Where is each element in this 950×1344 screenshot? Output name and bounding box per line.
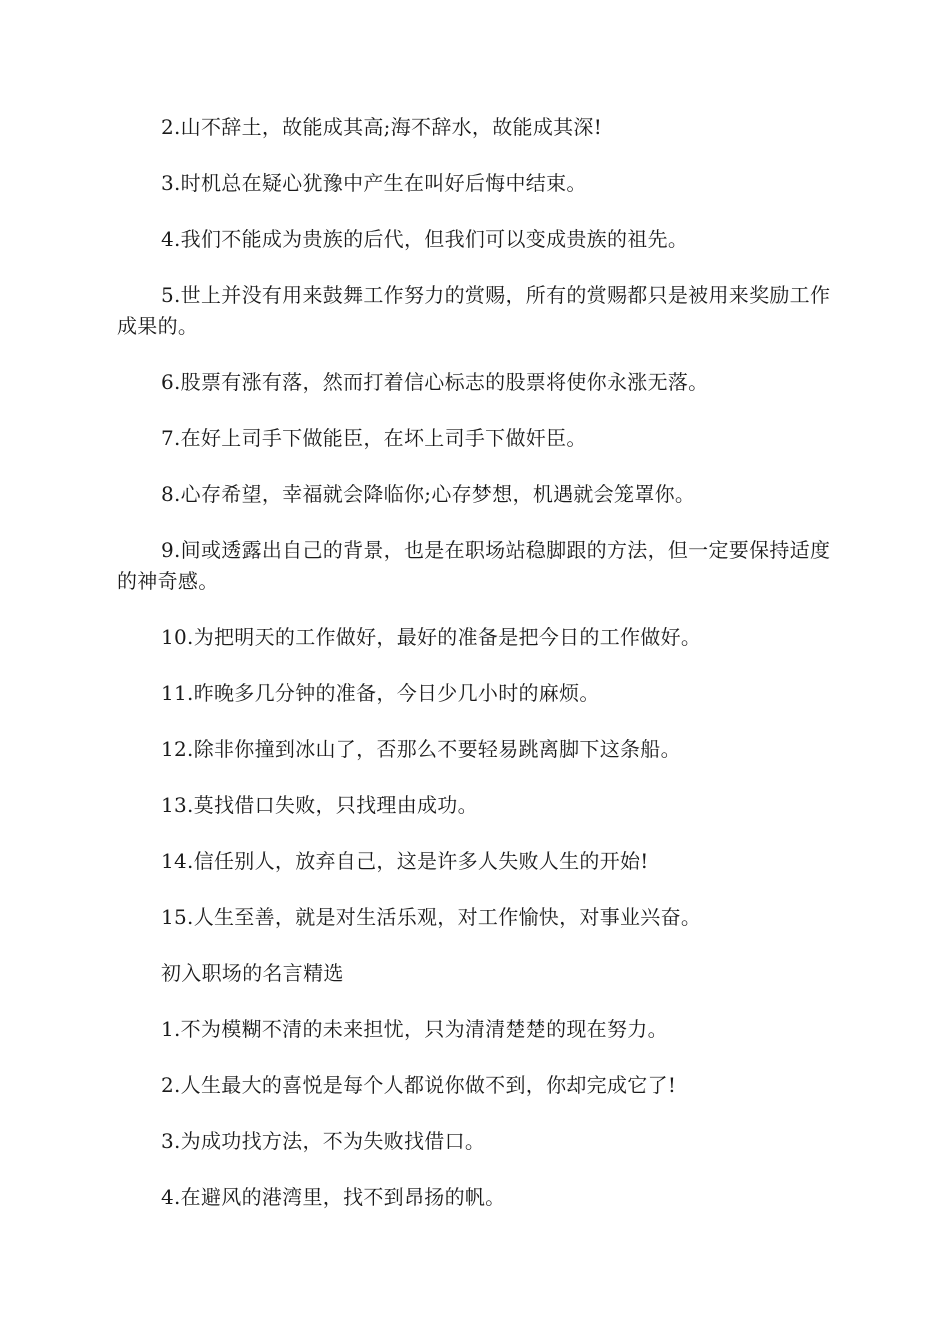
quote-paragraph: 14.信任别人，放弃自己，这是许多人失败人生的开始!: [161, 849, 649, 873]
quote-paragraph: 7.在好上司手下做能臣，在坏上司手下做奸臣。: [161, 426, 587, 450]
quote-paragraph: 3.为成功找方法，不为失败找借口。: [161, 1129, 486, 1153]
quote-paragraph: 3.时机总在疑心犹豫中产生在叫好后悔中结束。: [161, 171, 587, 195]
quote-paragraph: 5.世上并没有用来鼓舞工作努力的赏赐，所有的赏赐都只是被用来奖励工作成果的。: [117, 283, 831, 338]
quote-paragraph: 15.人生至善，就是对生活乐观，对工作愉快，对事业兴奋。: [161, 905, 702, 929]
quote-paragraph: 11.昨晚多几分钟的准备，今日少几小时的麻烦。: [161, 681, 600, 705]
quote-paragraph: 13.莫找借口失败，只找理由成功。: [161, 793, 478, 817]
quote-paragraph: 9.间或透露出自己的背景，也是在职场站稳脚跟的方法，但一定要保持适度的神奇感。: [117, 538, 831, 593]
quote-paragraph: 4.我们不能成为贵族的后代，但我们可以变成贵族的祖先。: [161, 227, 689, 251]
quote-paragraph: 2.人生最大的喜悦是每个人都说你做不到，你却完成它了!: [161, 1073, 677, 1097]
document-body: [117, 112, 833, 1238]
quote-paragraph: 10.为把明天的工作做好，最好的准备是把今日的工作做好。: [161, 625, 702, 649]
quote-paragraph: 4.在避风的港湾里，找不到昂扬的帆。: [161, 1185, 506, 1209]
quote-paragraph: 2.山不辞土，故能成其高;海不辞水，故能成其深!: [161, 115, 603, 139]
quote-paragraph: 6.股票有涨有落，然而打着信心标志的股票将使你永涨无落。: [161, 370, 709, 394]
quote-paragraph: 8.心存希望，幸福就会降临你;心存梦想，机遇就会笼罩你。: [161, 482, 696, 506]
quote-paragraph: 1.不为模糊不清的未来担忧，只为清清楚楚的现在努力。: [161, 1017, 668, 1041]
section-heading: 初入职场的名言精选: [161, 961, 344, 985]
quote-paragraph: 12.除非你撞到冰山了，否那么不要轻易跳离脚下这条船。: [161, 737, 681, 761]
